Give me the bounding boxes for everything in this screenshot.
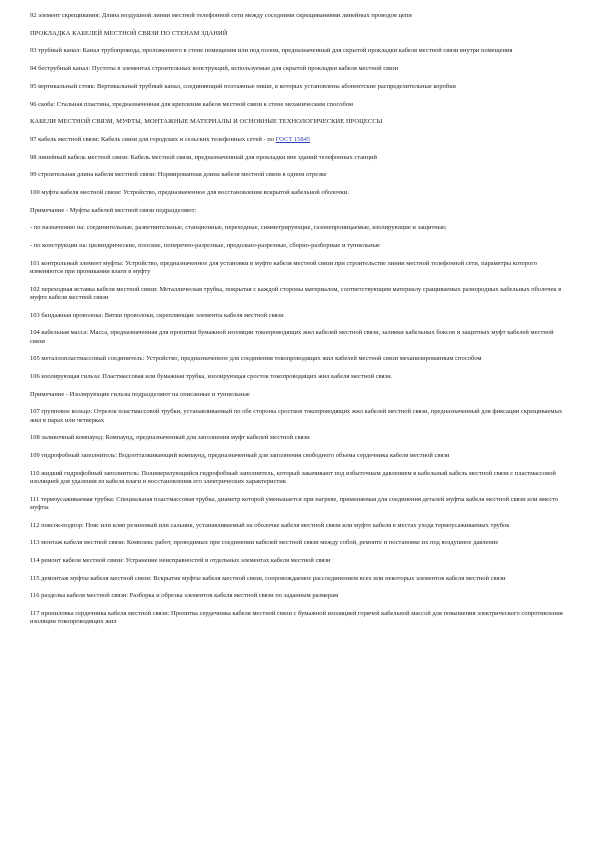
term-paragraph — [30, 189, 565, 197]
paragraph-text: 115 демонтаж муфты кабеля местной связи: Вскрытие муфты кабеля местной связи, сопровождаемое рассоединением всех или некоторых элементов кабеля местной связи — [30, 574, 506, 582]
note-paragraph — [30, 224, 565, 232]
paragraph-text: 95 вертикальный стояк: Вертикальный трубный канал, соединяющий поэтажные ниши, в которых установлены абонентские распределительные коробки — [30, 82, 456, 90]
term-paragraph — [30, 260, 565, 276]
paragraph-text: 113 монтаж кабеля местной связи: Комплекс работ, проводимых при соединении кабелей местной связи между собой, ремонте и постановке их под воздушное давление — [30, 539, 499, 547]
paragraph-text: КАБЕЛИ МЕСТНОЙ СВЯЗИ, МУФТЫ, МОНТАЖНЫЕ МАТЕРИАЛЫ И ОСНОВНЫЕ ТЕХНОЛОГИЧЕСКИЕ ПРОЦЕССЫ — [30, 118, 383, 126]
paragraph-text: 93 трубный канал: Канал трубопровода, проложенного в стене помещения или под полом, предназначенный для скрытой прокладки кабеля местной связи внутри помещения — [30, 47, 513, 55]
paragraph-text: ПРОКЛАДКА КАБЕЛЕЙ МЕСТНОЙ СВЯЗИ ПО СТЕНАМ ЗДАНИЙ — [30, 29, 228, 37]
term-paragraph — [30, 575, 565, 583]
paragraph-text: 99 строительная длина кабеля местной связи: Нормированная длина кабеля местной связи в одном отрезке — [30, 171, 327, 179]
term-paragraph — [30, 355, 565, 363]
paragraph-text: 97 кабель местной связи: Кабель связи для городских и сельских телефонных сетей - по — [30, 135, 276, 143]
paragraph-text: 101 контрольный элемент муфты: Устройство, предназначенное для установки в муфте кабеля местной связи при строительстве линии местной телефонной сети, параметры которого изменяются при проникании влаги в муфту — [30, 259, 538, 276]
term-paragraph — [30, 373, 565, 381]
term-paragraph — [30, 610, 565, 626]
term-paragraph — [30, 136, 565, 144]
paragraph-text: 105 металлопластмассовый соединитель: Устройство, предназначенное для соединения токопроводящих жил кабелей местной связи механизированным способом — [30, 355, 482, 363]
paragraph-text: 116 разделка кабеля местной связи: Разборка и обрезка элементов кабеля местной связи по заданным размерам — [30, 592, 339, 600]
term-paragraph — [30, 154, 565, 162]
term-paragraph — [30, 286, 565, 302]
paragraph-text: 107 групповое кольцо: Отрезок пластмассовой трубки, устанавливаемый по обе стороны сростков токопроводящих жил кабелей местной связи, предназначенный для фиксации скрещиваемых жил в парах или четверках — [30, 408, 563, 424]
term-paragraph — [30, 329, 565, 345]
paragraph-text: - по конструкции на: цилиндрические, плоские, поперечно-разрезные, продольно-разрезные, сборно-разборные и туннельные — [30, 242, 380, 250]
term-paragraph — [30, 312, 565, 320]
term-paragraph — [30, 12, 565, 20]
paragraph-text: 117 пропиловка сердечника кабеля местной связи: Пропитка сердечника кабеля местной связи с бумажной изоляцией горячей кабельной массой для повышения электрического сопротивления изоляции токопроводящих жил — [30, 610, 563, 626]
note-paragraph — [30, 207, 565, 215]
paragraph-text: 102 переходная вставка кабеля местной связи: Металлическая трубка, покрытая с каждой стороны материалом, соответствующим материалу сращиваемых разнородных кабельных оболочек в муфте кабеля местной связи — [30, 285, 562, 301]
term-paragraph — [30, 592, 565, 600]
paragraph-text: 96 скоба: Стальная пластина, предназначенная для крепления кабеля местной связи к стене механическим способом — [30, 100, 354, 108]
paragraph-text: 94 беструбный канал: Пустоты в элементах строительных конструкций, используемые для скрытой прокладки кабеля местной связи — [30, 65, 399, 73]
term-paragraph — [30, 434, 565, 442]
note-paragraph — [30, 391, 565, 399]
paragraph-text: 108 заливочный компаунд: Компаунд, предназначенный для заполнения муфт кабелей местной связи — [30, 434, 310, 442]
paragraph-text: 110 жидкий гидрофобный заполнитель: Полимеризующийся гидрофобный заполнитель, который закачивают под избыточным давлением в кабельный кабель местной связи с пластмассовой изоляцией для удаления из кабеля влаги и восстановления его электрических характеристик — [30, 469, 556, 485]
paragraph-text: 103 бандажная проволока: Витки проволоки, скрепляющие элементы кабеля местной связи — [30, 311, 284, 319]
document-page — [30, 12, 565, 636]
paragraph-text: 92 элемент скрещивания: Длина воздушной линии местной телефонной сети между соседними скрещиваниями линейных проводов цепи — [30, 12, 412, 19]
term-paragraph — [30, 408, 565, 424]
gost-link[interactable]: ГОСТ 15845 — [275, 135, 311, 143]
paragraph-text: 98 линейный кабель местной связи: Кабель местной связи, предназначенный для прокладки вне зданий телефонных станций — [30, 153, 377, 161]
term-paragraph — [30, 539, 565, 547]
paragraph-text: - по назначению на: соединительные, разветвительные, станционные, переходные, симметрирующие, газонепроницаемые, изолирующие и защитные; — [30, 224, 447, 232]
term-paragraph — [30, 65, 565, 73]
paragraph-text: 100 муфта кабеля местной связи: Устройство, предназначенное для восстановления вскрытой кабельной оболочки. — [30, 189, 349, 197]
paragraph-text: 104 кабельная масса: Масса, предназначенная для пропитки бумажной изоляции токопроводящих жил кабелей местной связи, заливки кабельных боксов и защитных муфт кабелей местной связи — [30, 329, 554, 345]
paragraph-text: Примечание - Муфты кабелей местной связи подразделяют: — [30, 206, 197, 214]
term-paragraph — [30, 101, 565, 109]
term-paragraph — [30, 470, 565, 486]
term-paragraph — [30, 83, 565, 91]
term-paragraph — [30, 47, 565, 55]
paragraph-text: Примечание - Изолирующие гильзы подразделяют на описанные и туннельные — [30, 390, 250, 398]
note-paragraph — [30, 242, 565, 250]
paragraph-text: 106 изолирующая гильза: Пластмассовая или бумажная трубка, изолирующая сросток токопроводящих жил кабеля местной связи. — [30, 372, 393, 380]
term-paragraph — [30, 496, 565, 512]
term-paragraph — [30, 522, 565, 530]
paragraph-text: 114 ремонт кабеля местной связи: Устранение неисправностей в отдельных элементах кабеля местной связи — [30, 556, 331, 564]
paragraph-text: 111 термоусаживаемая трубка: Специальная пластмассовая трубка, диаметр которой уменьшается при нагреве, применяемая для соединения деталей муфты кабеля местной связи или вместо муфты — [30, 495, 559, 511]
section-heading — [30, 118, 565, 126]
section-heading — [30, 30, 565, 38]
term-paragraph — [30, 452, 565, 460]
paragraph-text: 109 гидрофобный заполнитель: Водоотталкивающий компаунд, предназначенный для заполнения свободного объема сердечника кабеля местной связи — [30, 451, 450, 459]
paragraph-text: 112 поясок-подпор: Пояс или кляп резиновый или сальник, устанавливаемый на оболочке кабеля местной связи или муфте кабеля в местах ухода термоусаживаемых трубок — [30, 521, 510, 529]
term-paragraph — [30, 171, 565, 179]
term-paragraph — [30, 557, 565, 565]
